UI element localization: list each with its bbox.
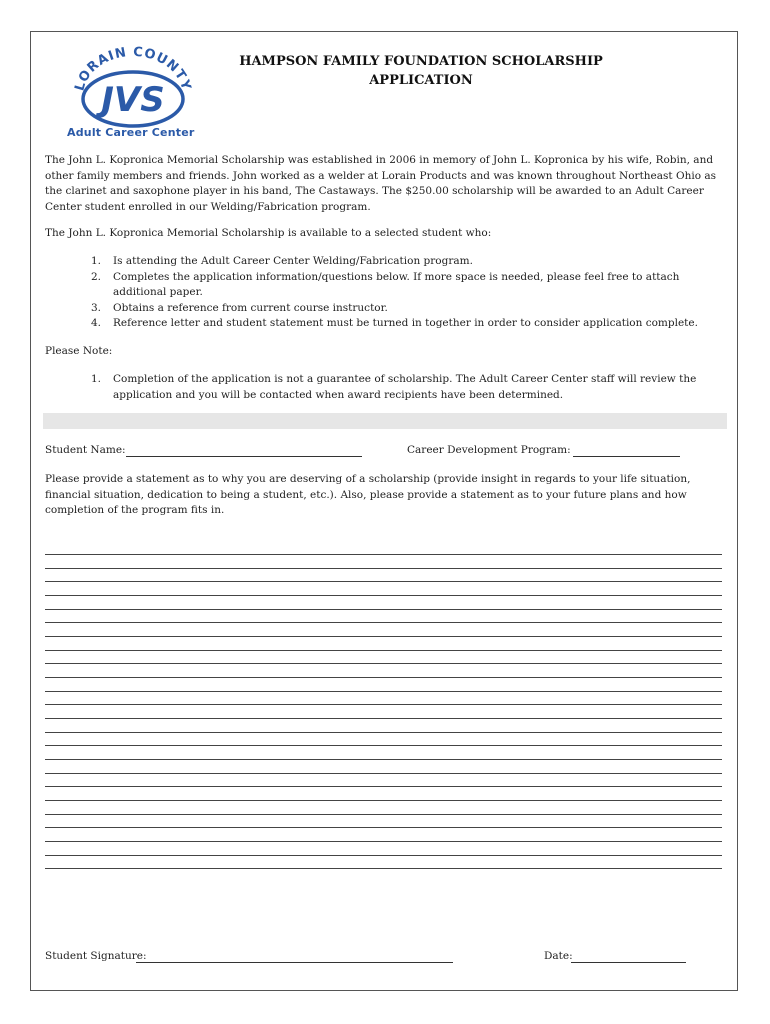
writing-line xyxy=(45,677,722,678)
page-title xyxy=(211,52,631,90)
list-item: 2. Completes the application information/questions below. If more space is needed, please feel free to attach additional paper. xyxy=(91,270,680,298)
logo-subtitle: Adult Career Center xyxy=(67,126,195,139)
writing-line xyxy=(45,663,722,664)
statement-prompt: Please provide a statement as to why you are deserving of a scholarship (provide insight in regards to your life situation, financial situation, dedication to being a student, etc.). Also, please provide a statement as to your future plans and how completion of the program fits in. xyxy=(45,473,691,516)
writing-line xyxy=(45,609,722,610)
svg-text:LORAIN COUNTY: LORAIN COUNTY xyxy=(72,44,194,93)
writing-line xyxy=(45,786,722,787)
title-line-2: APPLICATION xyxy=(369,73,473,88)
writing-line xyxy=(45,868,722,869)
writing-line xyxy=(45,745,722,746)
program-field[interactable] xyxy=(573,456,680,457)
writing-line xyxy=(45,568,722,569)
title-line-1: HAMPSON FAMILY FOUNDATION SCHOLARSHIP xyxy=(239,54,603,69)
writing-line xyxy=(45,814,722,815)
signature-label: Student Signature: xyxy=(45,950,147,962)
signature-field[interactable] xyxy=(136,962,453,963)
writing-line xyxy=(45,759,722,760)
list-item: 3. Obtains a reference from current course instructor. xyxy=(91,301,388,314)
student-name-label: Student Name: xyxy=(45,444,126,456)
application-page xyxy=(30,31,738,991)
writing-line xyxy=(45,718,722,719)
intro-paragraph: The John L. Kopronica Memorial Scholarship was established in 2006 in memory of John L. Kopronica by his wife, Robin, and other family members and friends. John worked as a welder at Lorain Products and was known throughout Northeast Ohio as the clarinet and saxophone player in his band, The Castaways. The $250.00 scholarship will be awarded to an Adult Career Center student enrolled in our Welding/Fabrication program. xyxy=(45,154,717,213)
writing-line xyxy=(45,622,722,623)
svg-text:JVS: JVS xyxy=(101,80,165,120)
list-item: 1. Is attending the Adult Career Center Welding/Fabrication program. xyxy=(91,255,473,267)
writing-line xyxy=(45,827,722,828)
program-label: Career Development Program: xyxy=(407,444,571,456)
notes-list xyxy=(45,372,725,403)
date-label: Date: xyxy=(544,950,573,962)
requirements-list xyxy=(45,254,725,332)
writing-line xyxy=(45,691,722,692)
writing-line xyxy=(45,773,722,774)
writing-line xyxy=(45,595,722,596)
student-name-field[interactable] xyxy=(126,456,362,457)
writing-line xyxy=(45,636,722,637)
list-item: 4. Reference letter and student statement must be turned in together in order to consider application complete. xyxy=(91,317,698,329)
availability-text: The John L. Kopronica Memorial Scholarship is available to a selected student who: xyxy=(45,227,492,239)
writing-line xyxy=(45,704,722,705)
writing-line xyxy=(45,581,722,582)
writing-line xyxy=(45,855,722,856)
writing-line xyxy=(45,841,722,842)
section-divider xyxy=(43,413,727,429)
writing-line xyxy=(45,554,722,555)
writing-line xyxy=(45,800,722,801)
writing-line xyxy=(45,732,722,733)
list-item: 1. Completion of the application is not a guarantee of scholarship. The Adult Career Center staff will review the application and you will be contacted when award recipients have been determined. xyxy=(91,373,697,401)
note-heading: Please Note: xyxy=(45,345,113,357)
writing-line xyxy=(45,650,722,651)
date-field[interactable] xyxy=(571,962,686,963)
